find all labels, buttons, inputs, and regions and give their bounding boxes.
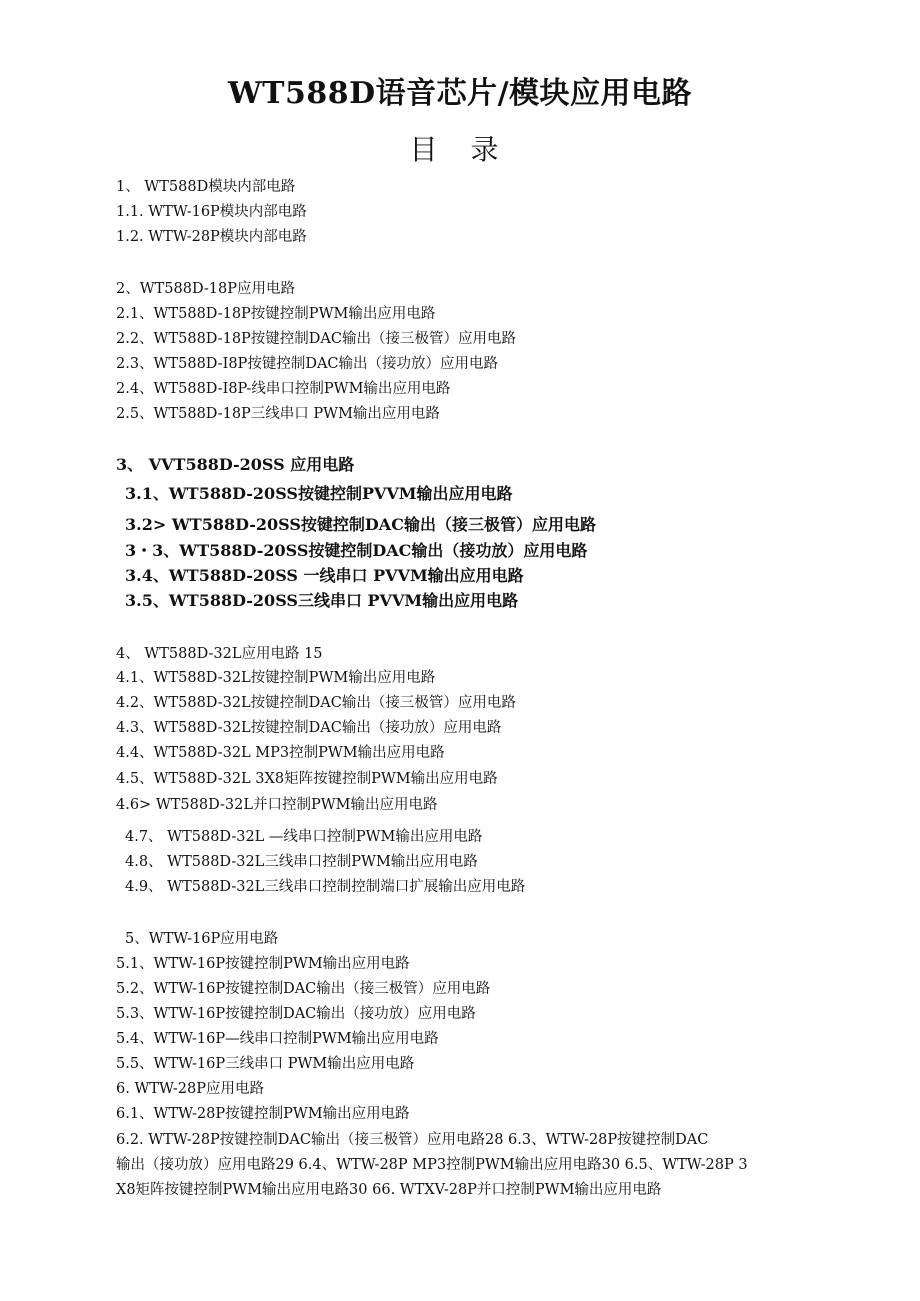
toc-item: 5.4、WTW-16P—线串口控制PWM输出应用电路: [116, 1031, 439, 1047]
toc-item: 1、 WT588D模块内部电路: [116, 179, 296, 195]
paragraph-line: 6.2. WTW-28P按键控制DAC输出（接三极管）应用电路28 6.3、WTW-28P按键控制DAC: [116, 1132, 709, 1148]
toc-item: 2.5、WT588D-18P三线串口 PWM输出应用电路: [116, 406, 440, 422]
toc-item: 3.1、WT588D-20SS按键控制PVVM输出应用电路: [125, 484, 513, 503]
toc-item: 3.5、WT588D-20SS三线串口 PVVM输出应用电路: [125, 591, 519, 610]
paragraph-line: 输出（接功放）应用电路29 6.4、WTW-28P MP3控制PWM输出应用电路30 6.5、WTW-28P 3: [116, 1157, 748, 1173]
toc-item: 2.3、WT588D-I8P按键控制DAC输出（接功放）应用电路: [116, 356, 499, 372]
toc-item: 2.1、WT588D-18P按键控制PWM输出应用电路: [116, 306, 436, 322]
page-title: WT588D语音芯片/模块应用电路: [227, 76, 693, 111]
toc-item: 6. WTW-28P应用电路: [116, 1081, 264, 1097]
toc-item: 4.3、WT588D-32L按键控制DAC输出（接功放）应用电路: [116, 720, 502, 736]
toc-item: 2.4、WT588D-I8P-线串口控制PWM输出应用电路: [116, 381, 451, 397]
toc-run-on-paragraph: [116, 1128, 776, 1203]
toc-item: 4.5、WT588D-32L 3X8矩阵按键控制PWM输出应用电路: [116, 771, 498, 787]
toc-item: 4.4、WT588D-32L MP3控制PWM输出应用电路: [116, 745, 445, 761]
toc-item: 4、 WT588D-32L应用电路 15: [116, 646, 323, 662]
toc-item: 1.2. WTW-28P模块内部电路: [116, 229, 307, 245]
toc-item: 5、WTW-16P应用电路: [125, 931, 279, 947]
toc-item: 4.7、 WT588D-32L —线串口控制PWM输出应用电路: [125, 829, 483, 845]
toc-item: 3・3、WT588D-20SS按键控制DAC输出（接功放）应用电路: [125, 541, 588, 560]
toc-item: 1.1. WTW-16P模块内部电路: [116, 204, 307, 220]
toc-item: 3、 VVT588D-20SS 应用电路: [116, 455, 355, 474]
toc-item: 3.4、WT588D-20SS 一线串口 PVVM输出应用电路: [125, 566, 524, 585]
toc-item: 2、WT588D-18P应用电路: [116, 281, 295, 297]
toc-item: 5.5、WTW-16P三线串口 PWM输出应用电路: [116, 1056, 415, 1072]
toc-item: 5.1、WTW-16P按键控制PWM输出应用电路: [116, 956, 410, 972]
toc-item: 4.8、 WT588D-32L三线串口控制PWM输出应用电路: [125, 854, 478, 870]
toc-item: 2.2、WT588D-18P按键控制DAC输出（接三极管）应用电路: [116, 331, 517, 347]
toc-heading: 目 录: [409, 133, 511, 166]
toc-item: 4.6> WT588D-32L并口控制PWM输出应用电路: [116, 797, 438, 813]
toc-item: 5.3、WTW-16P按键控制DAC输出（接功放）应用电路: [116, 1006, 476, 1022]
toc-item: 5.2、WTW-16P按键控制DAC输出（接三极管）应用电路: [116, 981, 491, 997]
toc-item: 4.1、WT588D-32L按键控制PWM输出应用电路: [116, 670, 436, 686]
toc-item: 4.9、 WT588D-32L三线串口控制控制端口扩展输出应用电路: [125, 879, 526, 895]
toc-item: 4.2、WT588D-32L按键控制DAC输出（接三极管）应用电路: [116, 695, 516, 711]
paragraph-line: X8矩阵按键控制PWM输出应用电路30 66. WTXV-28P并口控制PWM输出应用电路: [116, 1182, 662, 1198]
toc-item: 6.1、WTW-28P按键控制PWM输出应用电路: [116, 1106, 410, 1122]
toc-item: 3.2> WT588D-20SS按键控制DAC输出（接三极管）应用电路: [125, 515, 596, 534]
